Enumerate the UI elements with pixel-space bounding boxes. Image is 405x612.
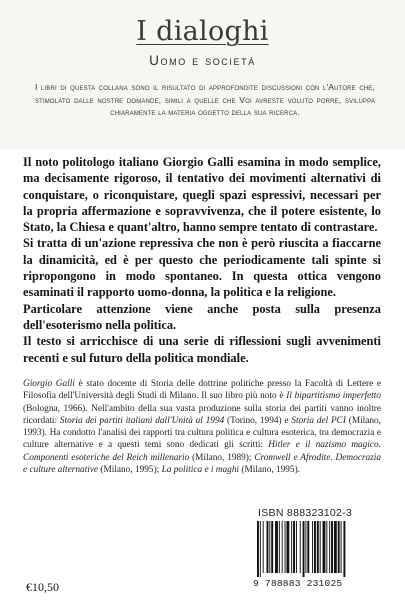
- author-bio-paragraph: [23, 378, 381, 476]
- bio-text: (Milano, 1995).: [239, 465, 301, 476]
- bio-text: (Torino, 1994) e: [224, 415, 292, 426]
- author-name: Giorgio Galli: [23, 379, 75, 389]
- book-title: Cromwell e Afrodite. Democrazia e culture alternative: [23, 452, 381, 476]
- bio-text: è stato docente di Storia delle dottrine politiche presso la Facoltà di Lettere e Filosofia dell'Università degli Studi di Milano. Il suo libro più noto è: [23, 379, 381, 402]
- series-description: I libri di questa collana sono il risultato di approfondite discussioni con l'Autore che, stimolato dalle nostre domande, simili a quelle che Voi avreste voluto porre, sviluppa chiaramente la materia oggetto della sua ricerca.: [35, 82, 375, 118]
- bio-text: (Milano, 1993). Ha condotto l'analisi dei rapporti tra cultura politica e cultura esoterica, tra democrazia e culture alternative e a questi temi sono dedicati gli scritti:: [23, 415, 382, 451]
- price: €10,50: [26, 580, 59, 594]
- book-title: Storia del PCI: [291, 415, 346, 426]
- blurb-paragraph: Particolare attenzione viene anche posta sulla presenza dell'esoterismo nella politica.: [23, 301, 381, 332]
- author-bio: [23, 378, 381, 476]
- book-title: La politica e i maghi: [161, 465, 240, 476]
- book-title: Storia dei partiti italiani dall'Unità al 1994: [59, 415, 225, 426]
- bio-text: (Bologna, 1966). Nell'ambito della sua vasta produzione sulla storia dei partiti vanno inoltre ricordati:: [23, 403, 381, 426]
- blurb-paragraph: Il testo si arricchisce di una serie di riflessioni sugli avvenimenti recenti e sul futuro della politica mondiale.: [23, 334, 381, 365]
- series-name: I dialoghi: [136, 16, 269, 47]
- barcode-digits: 9 788883 231025: [253, 578, 343, 589]
- bio-text: (Milano, 1989);: [189, 452, 255, 463]
- series-subtitle: Uomo e società: [149, 53, 256, 68]
- book-blurb: [23, 154, 381, 366]
- isbn-label: ISBN 888323102-3: [258, 507, 353, 519]
- book-title: Hitler e il nazismo magico. Componenti esoteriche del Reich millenario: [23, 440, 382, 463]
- blurb-paragraph: Il noto politologo italiano Giorgio Galli esamina in modo semplice, ma decisamente rigoroso, il tentativo dei movimenti alternativi di conquistare, o riconquistare, quegli spazi espressivi, necessari per la propria affermazione e sopravvivenza, che il potere esistente, lo Stato, la Chiesa e quant'altro, hanno sempre tentato di contrastare.: [23, 155, 381, 235]
- blurb-paragraph: Si tratta di un'azione repressiva che non è però riuscita a fiaccarne la dinamicità, ed è per questo che periodicamente tali spinte si ripropongono in modo spontaneo. In questa ottica vengono esaminati il rapporto uomo-donna, la politica e la religione.: [23, 236, 381, 300]
- barcode: [255, 521, 375, 577]
- book-title: Il bipartitismo imperfetto: [286, 391, 381, 402]
- series-logo: [0, 16, 405, 47]
- bio-text: (Milano, 1995);: [98, 465, 162, 476]
